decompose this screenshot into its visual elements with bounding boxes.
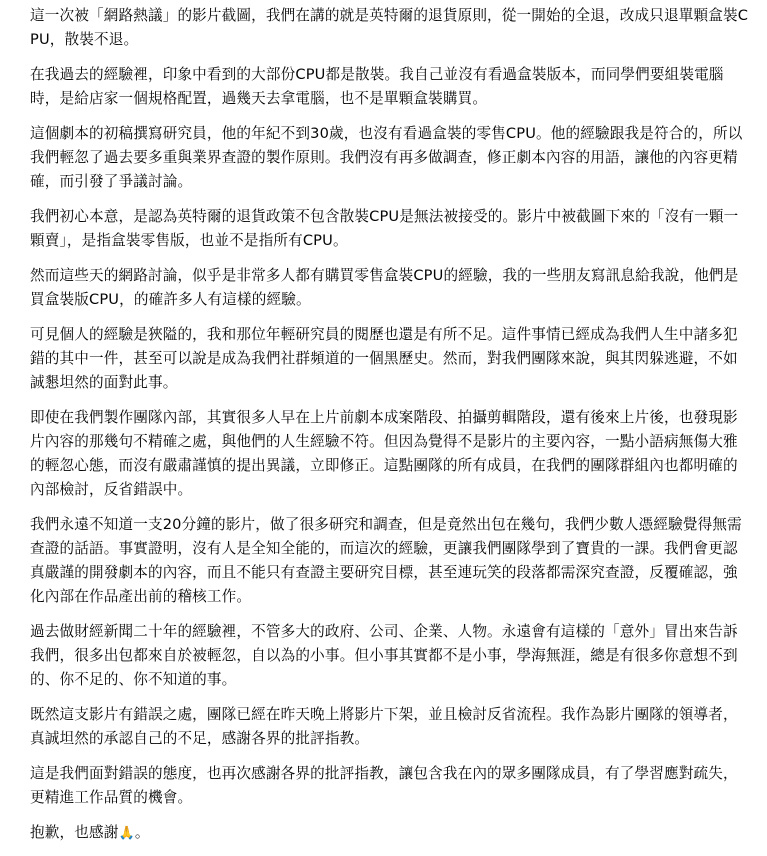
closing-line [30,821,751,845]
folded-hands-icon: 🙏 [118,826,135,841]
post-paragraph: 即使在我們製作團隊內部，其實很多人早在上片前劇本成案階段、拍攝剪輯階段，還有後來上片後，也發現影片內容的那幾句不精確之處，與他們的人生經驗不符。但因為覺得不是影片的主要內容，一點小語病無傷大雅的輕忽心態，而沒有嚴肅謹慎的提出異議，立即修正。這點團隊的所有成員，在我們的團隊群組內也都明確的內部檢討，反省錯誤中。 [30,409,738,498]
post-paragraph: 這個劇本的初稿撰寫研究員，他的年紀不到30歲，也沒有看過盒裝的零售CPU。他的經驗跟我是符合的，所以我們輕忽了過去要多重與業界查證的製作原則。我們沒有再多做調查，修正劇本內容的用語，讓他的內容更精確，而引發了爭議討論。 [30,125,743,190]
post-paragraph: 可見個人的經驗是狹隘的，我和那位年輕研究員的閱歷也還是有所不足。這件事情已經成為我們人生中諸多犯錯的其中一件，甚至可以說是成為我們社群頻道的一個黑歷史。然而，對我們團隊來說，與其閃躲逃避，不如誠懇坦然的面對此事。 [30,326,738,391]
post-paragraph: 這一次被「網路熱議」的影片截圖，我們在講的就是英特爾的退貨原則，從一開始的全退，改成只退單顆盒裝CPU，散裝不退。 [30,7,749,48]
post-paragraph: 這是我們面對錯誤的態度，也再次感謝各界的批評指教，讓包含我在內的眾多團隊成員，有了學習應對疏失，更精進工作品質的機會。 [30,765,738,806]
post-paragraph: 既然這支影片有錯誤之處，團隊已經在昨天晚上將影片下架，並且檢討反省流程。我作為影片團隊的領導者，真誠坦然的承認自己的不足，感謝各界的批評指教。 [30,706,738,747]
post-paragraph: 然而這些天的網路討論，似乎是非常多人都有購買零售盒裝CPU的經驗，我的一些朋友寫訊息給我說，他們是買盒裝版CPU，的確許多人有這樣的經驗。 [30,267,739,308]
closing-text: 抱歉，也感謝 [30,824,119,841]
post-paragraph: 我們初心本意，是認為英特爾的退貨政策不包含散裝CPU是無法被接受的。影片中被截圖下來的「沒有一顆一顆賣」，是指盒裝零售版，也並不是指所有CPU。 [30,208,739,249]
post-paragraph: 在我過去的經驗裡，印象中看到的大部份CPU都是散裝。我自己並沒有看過盒裝版本，而同學們要組裝電腦時，是給店家一個規格配置，過幾天去拿電腦，也不是單顆盒裝購買。 [30,66,724,107]
closing-punctuation: 。 [134,824,150,841]
post-paragraph: 我們永遠不知道一支20分鐘的影片，做了很多研究和調查，但是竟然出包在幾句，我們少數人憑經驗覺得無需查證的話語。事實證明，沒有人是全知全能的，而這次的經驗，更讓我們團隊學到了寶貴的一課。我們會更認真嚴謹的開發劇本的內容，而且不能只有查證主要研究目標，甚至連玩笑的段落都需深究查證，反覆確認，強化內部在作品產出前的稽核工作。 [30,516,742,605]
post-paragraph: 過去做財經新聞二十年的經驗裡，不管多大的政府、公司、企業、人物。永遠會有這樣的「意外」冒出來告訴我們，很多出包都來自於被輕忽，自以為的小事。但小事其實都不是小事，學海無涯，總是有很多你意想不到的、你不足的、你不知道的事。 [30,623,738,688]
